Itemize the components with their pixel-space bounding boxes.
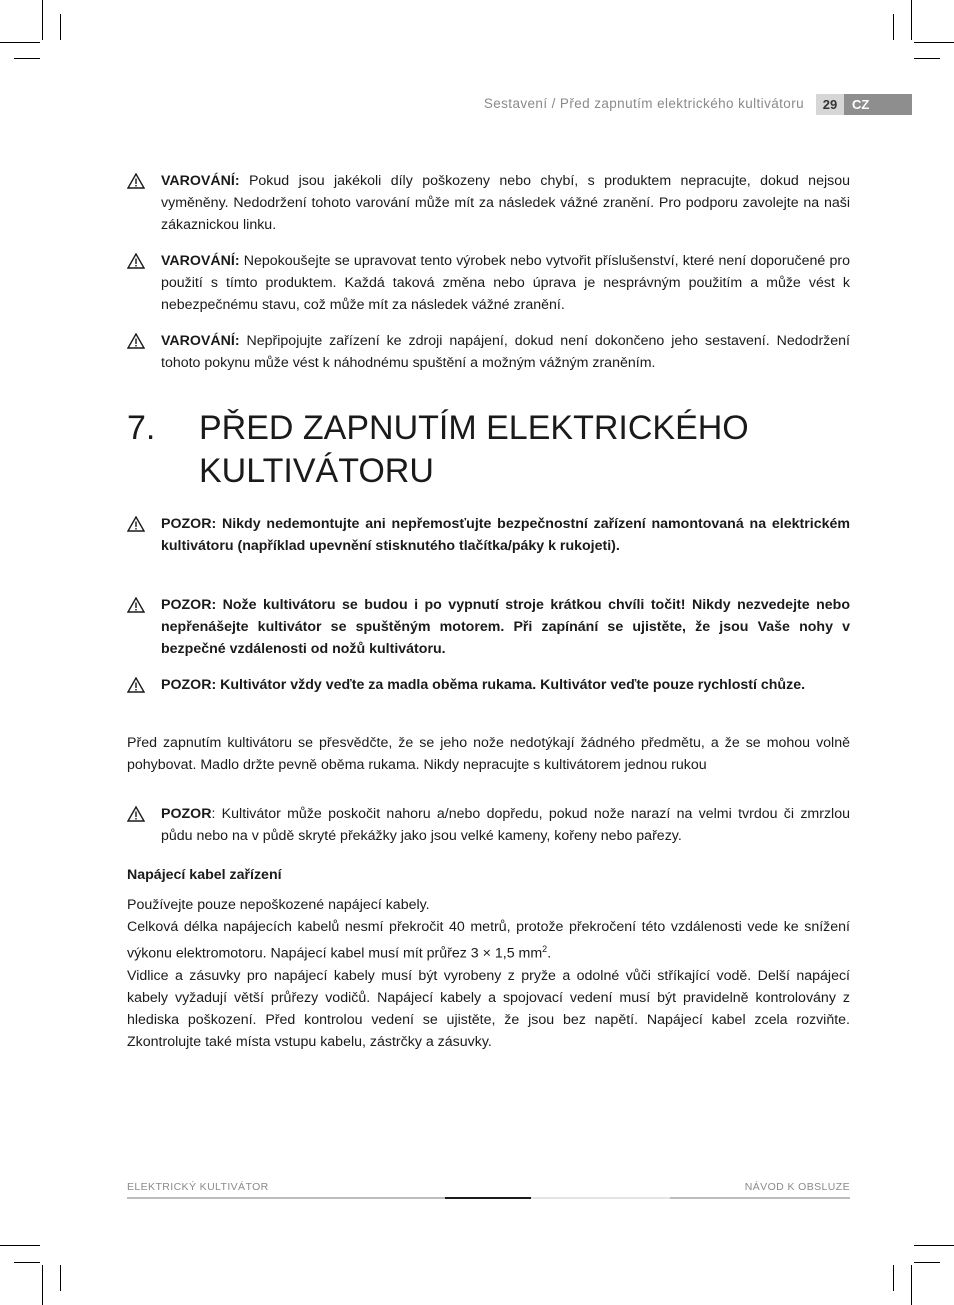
cable-text xyxy=(127,894,850,1053)
warning-triangle-icon xyxy=(127,803,161,847)
warning-triangle-icon xyxy=(127,594,161,660)
cable-line-2 xyxy=(127,916,850,965)
caution-3 xyxy=(127,674,850,700)
crop-mark xyxy=(914,42,954,43)
caution-label: POZOR xyxy=(161,806,212,822)
warning-triangle-icon xyxy=(127,250,161,316)
crop-mark xyxy=(893,14,894,40)
warning-text: Pokud jsou jakékoli díly poškozeny nebo chybí, s produktem nepracujte, dokud nejsou vyměněny. Nedodržení tohoto varování může mít za následek vážné zranění. Pro podporu zavolejte na naši zákaznickou linku. xyxy=(161,173,850,233)
crop-mark xyxy=(914,1262,940,1263)
warning-triangle-icon xyxy=(127,330,161,374)
section-number: 7. xyxy=(127,409,156,447)
crop-mark xyxy=(14,58,40,59)
header-title: Sestavení / Před zapnutím elektrického kultivátoru xyxy=(483,96,804,111)
warning-1 xyxy=(127,170,850,236)
cable-line-3: Vidlice a zásuvky pro napájecí kabely musí být vyrobeny z pryže a odolné vůči stříkající vodě. Delší napájecí kabely vyžadují větší průřezy vodičů. Napájecí kabely a spojovací vedení musí být pravidelně kontrolovány z hlediska poškození. Před kontrolou vedení se ujistěte, že jsou bez napětí. Napájecí kabel zcela rozviňte. Zkontrolujte také místa vstupu kabelu, zástrčky a zásuvky. xyxy=(127,967,850,1050)
warning-triangle-icon xyxy=(127,513,161,557)
crop-mark xyxy=(60,14,61,40)
caution-text: POZOR: Nože kultivátoru se budou i po vypnutí stroje krátkou chvíli točit! Nikdy nezvedejte nebo nepřenášejte kultivátor se spuštěným motorem. Při zapínání se ujistěte, že jsou Vaše nohy v bezpečné vzdálenosti od nožů kultivátoru. xyxy=(161,597,850,657)
caution-text: POZOR: Nikdy nedemontujte ani nepřemosťujte bezpečnostní zařízení namontovaná na elektrickém kultivátoru (například upevnění stisknutého tlačítka/páky k rukojeti). xyxy=(161,516,850,554)
warning-triangle-icon xyxy=(127,674,161,700)
crop-mark xyxy=(911,1265,912,1305)
crop-mark xyxy=(0,42,40,43)
section-title: PŘED ZAPNUTÍM ELEKTRICKÉHO KULTIVÁTORU xyxy=(199,409,749,490)
footer-rule xyxy=(531,1197,670,1199)
crop-mark xyxy=(42,1265,43,1305)
warning-text: Nepokoušejte se upravovat tento výrobek nebo vytvořit příslušenství, které není doporučené pro použití s tímto produktem. Každá taková změna nebo úprava je nesprávným použitím a může vést k nebezpečnému stavu, což může mít za následek vážné zranění. xyxy=(161,253,850,313)
warning-label: VAROVÁNÍ: xyxy=(161,253,240,269)
page-number: 29 xyxy=(816,94,844,115)
caution-text: : Kultivátor může poskočit nahoru a/nebo dopředu, pokud nože narazí na velmi tvrdou či zmrzlou půdu nebo na v půdě skryté překážky jako jsou velké kameny, kořeny nebo pařezy. xyxy=(161,806,850,844)
cable-heading: Napájecí kabel zařízení xyxy=(127,867,282,883)
caution-2 xyxy=(127,594,850,660)
footer-rule xyxy=(127,1197,445,1199)
warning-3 xyxy=(127,330,850,374)
warning-triangle-icon xyxy=(127,170,161,236)
caution-4 xyxy=(127,803,850,847)
caution-text: POZOR: Kultivátor vždy veďte za madla oběma rukama. Kultivátor veďte pouze rychlostí chůze. xyxy=(161,677,806,693)
language-badge: CZ xyxy=(844,94,912,115)
crop-mark xyxy=(42,0,43,40)
cable-superscript: 2 xyxy=(542,944,548,954)
footer-left: ELEKTRICKÝ KULTIVÁTOR xyxy=(127,1181,269,1193)
footer-rule xyxy=(445,1197,531,1199)
cable-line-2-end: . xyxy=(547,945,552,962)
crop-mark xyxy=(60,1265,61,1291)
paragraph-before-start: Před zapnutím kultivátoru se přesvědčte, že se jeho nože nedotýkají žádného předmětu, a že se mohou volně pohybovat. Madlo držte pevně oběma rukama. Nikdy nepracujte s kultivátorem jednou rukou xyxy=(127,735,850,773)
warning-text: Nepřipojujte zařízení ke zdroji napájení, dokud není dokončeno jeho sestavení. Nedodržení tohoto pokynu může vést k náhodnému spuštění a možným vážným zraněním. xyxy=(161,333,850,371)
crop-mark xyxy=(0,1245,40,1246)
warning-label: VAROVÁNÍ: xyxy=(161,333,240,349)
footer-rule xyxy=(670,1197,850,1199)
caution-1 xyxy=(127,513,850,557)
crop-mark xyxy=(914,58,940,59)
crop-mark xyxy=(911,0,912,40)
warning-label: VAROVÁNÍ: xyxy=(161,173,240,189)
cable-line-1: Používejte pouze nepoškozené napájecí kabely. xyxy=(127,897,430,913)
section-heading xyxy=(127,407,850,493)
cable-line-2-text: Celková délka napájecích kabelů nesmí překročit 40 metrů, protože překročení této vzdálenosti vede ke snížení výkonu elektromotoru. Napájecí kabel musí mít průřez 3 × 1,5 mm xyxy=(127,919,850,962)
crop-mark xyxy=(914,1245,954,1246)
crop-mark xyxy=(14,1262,40,1263)
warning-2 xyxy=(127,250,850,316)
footer-right: NÁVOD K OBSLUZE xyxy=(744,1181,850,1193)
crop-mark xyxy=(893,1265,894,1291)
